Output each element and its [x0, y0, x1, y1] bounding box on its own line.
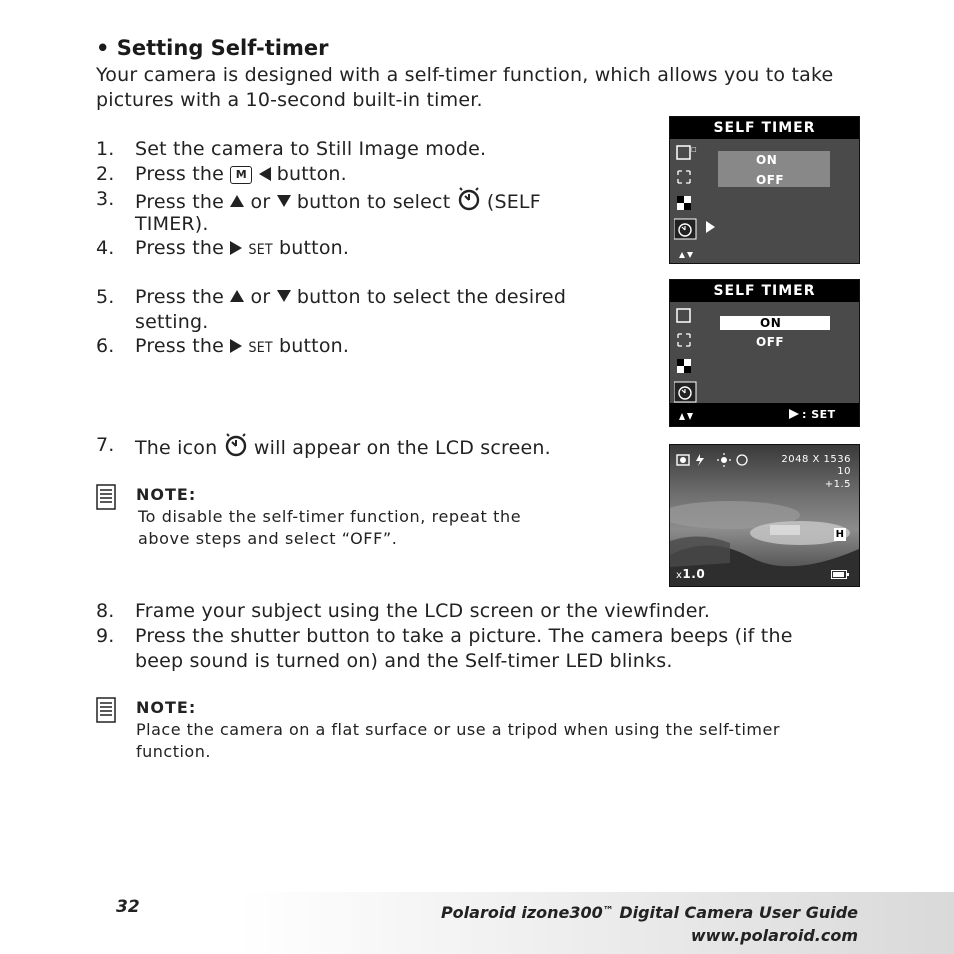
note-icon [96, 697, 116, 723]
step-number: 3. [96, 188, 115, 210]
step-text: (SELF [486, 191, 541, 213]
menu-button-icon: M [230, 166, 252, 184]
step-text: setting. [135, 311, 209, 333]
set-label: SET [248, 340, 273, 356]
set-label: SET [248, 242, 273, 258]
option-off[interactable]: OFF [756, 173, 785, 187]
selection-arrow-icon [704, 220, 716, 234]
resolution-readout: 2048 X 1536 [781, 454, 851, 465]
step-text: Press the [135, 163, 225, 185]
white-balance-icon [721, 457, 727, 463]
ev-readout: +1.5 [824, 479, 851, 490]
note-text [138, 506, 608, 550]
flash-icon [696, 454, 704, 466]
step-text: Frame your subject using the LCD screen or the viewfinder. [135, 600, 711, 622]
step-number: 1. [96, 138, 115, 160]
step-text: or [250, 191, 271, 213]
lcd-screen-preview [669, 444, 860, 587]
self-timer-icon [457, 187, 481, 211]
guide-title [441, 899, 858, 947]
shots-remaining: 10 [837, 466, 851, 477]
right-arrow-icon [230, 339, 242, 353]
up-down-icon [678, 409, 694, 421]
zoom-value: 1.0 [682, 567, 706, 581]
down-arrow-icon [277, 290, 291, 302]
step-text: button. [279, 335, 350, 357]
step-number: 2. [96, 163, 115, 185]
guide-subtitle: Digital Camera User Guide [613, 903, 858, 922]
step-text: TIMER). [135, 213, 209, 235]
step-text: Press the shutter button to take a picture. The camera beeps (if the [135, 625, 793, 647]
battery-icon [831, 570, 849, 579]
step-text: Set the camera to Still Image mode. [135, 138, 487, 160]
step-number: 9. [96, 625, 115, 647]
website-url: www.polaroid.com [690, 926, 858, 945]
option-off[interactable]: OFF [756, 335, 785, 349]
zoom-readout [676, 567, 705, 581]
step-number: 6. [96, 335, 115, 357]
step-number: 5. [96, 286, 115, 308]
svg-text:□: □ [691, 146, 697, 153]
self-timer-icon [737, 455, 747, 465]
preview-status-icons [676, 453, 756, 467]
step-number: 7. [96, 434, 115, 456]
up-arrow-icon [230, 195, 244, 207]
section-heading: • Setting Self-timer [96, 36, 329, 60]
lcd-title: SELF TIMER [670, 280, 859, 302]
step-number: 8. [96, 600, 115, 622]
self-timer-icon [224, 433, 248, 457]
guide-name: Polaroid izone300 [440, 903, 603, 922]
note-line: above steps and select “OFF”. [138, 529, 398, 548]
step-number: 4. [96, 237, 115, 259]
step-text: Press the [135, 335, 225, 357]
zoom-x: x [676, 570, 683, 581]
lcd-menu-icons [674, 143, 698, 263]
note-line: function. [136, 742, 211, 761]
step-text: button to select [296, 191, 451, 213]
option-on[interactable]: ON [760, 316, 782, 330]
note-line: Place the camera on a flat surface or use a tripod when using the self-timer [136, 720, 780, 739]
right-arrow-icon [788, 408, 800, 420]
up-arrow-icon [230, 290, 244, 302]
quality-icon [678, 334, 690, 346]
up-down-icon [679, 252, 693, 258]
step-text: The icon [135, 437, 218, 459]
down-arrow-icon [277, 195, 291, 207]
step-text: button. [276, 163, 347, 185]
lcd-screen-menu-1 [669, 116, 860, 264]
note-line: To disable the self-timer function, repeat the [138, 507, 522, 526]
step-text: will appear on the LCD screen. [253, 437, 551, 459]
step-text: beep sound is turned on) and the Self-timer LED blinks. [135, 650, 673, 672]
step-text: Press the [135, 191, 225, 213]
intro-paragraph: Your camera is designed with a self-timer function, which allows you to take pictures with a 10-second built-in timer. [96, 64, 834, 111]
step-text: or [250, 286, 271, 308]
step-text: button. [279, 237, 350, 259]
left-arrow-icon [259, 167, 271, 181]
quality-badge: H [835, 529, 845, 540]
step-text: Press the [135, 286, 225, 308]
step-text: button to select the desired [296, 286, 567, 308]
trademark: ™ [602, 904, 614, 917]
size-icon [677, 146, 690, 159]
quality-icon [678, 171, 690, 183]
lcd-title: SELF TIMER [670, 117, 859, 139]
note-title: NOTE: [136, 698, 197, 717]
page-number: 32 [116, 897, 140, 917]
option-on[interactable]: ON [756, 153, 778, 167]
size-icon [677, 309, 690, 322]
right-arrow-icon [230, 241, 242, 255]
footer-set-label: : SET [802, 408, 836, 421]
note-icon [96, 484, 116, 510]
lcd-screen-menu-2 [669, 279, 860, 427]
note-title: NOTE: [136, 485, 197, 504]
note-text [136, 719, 866, 763]
step-text: Press the [135, 237, 225, 259]
